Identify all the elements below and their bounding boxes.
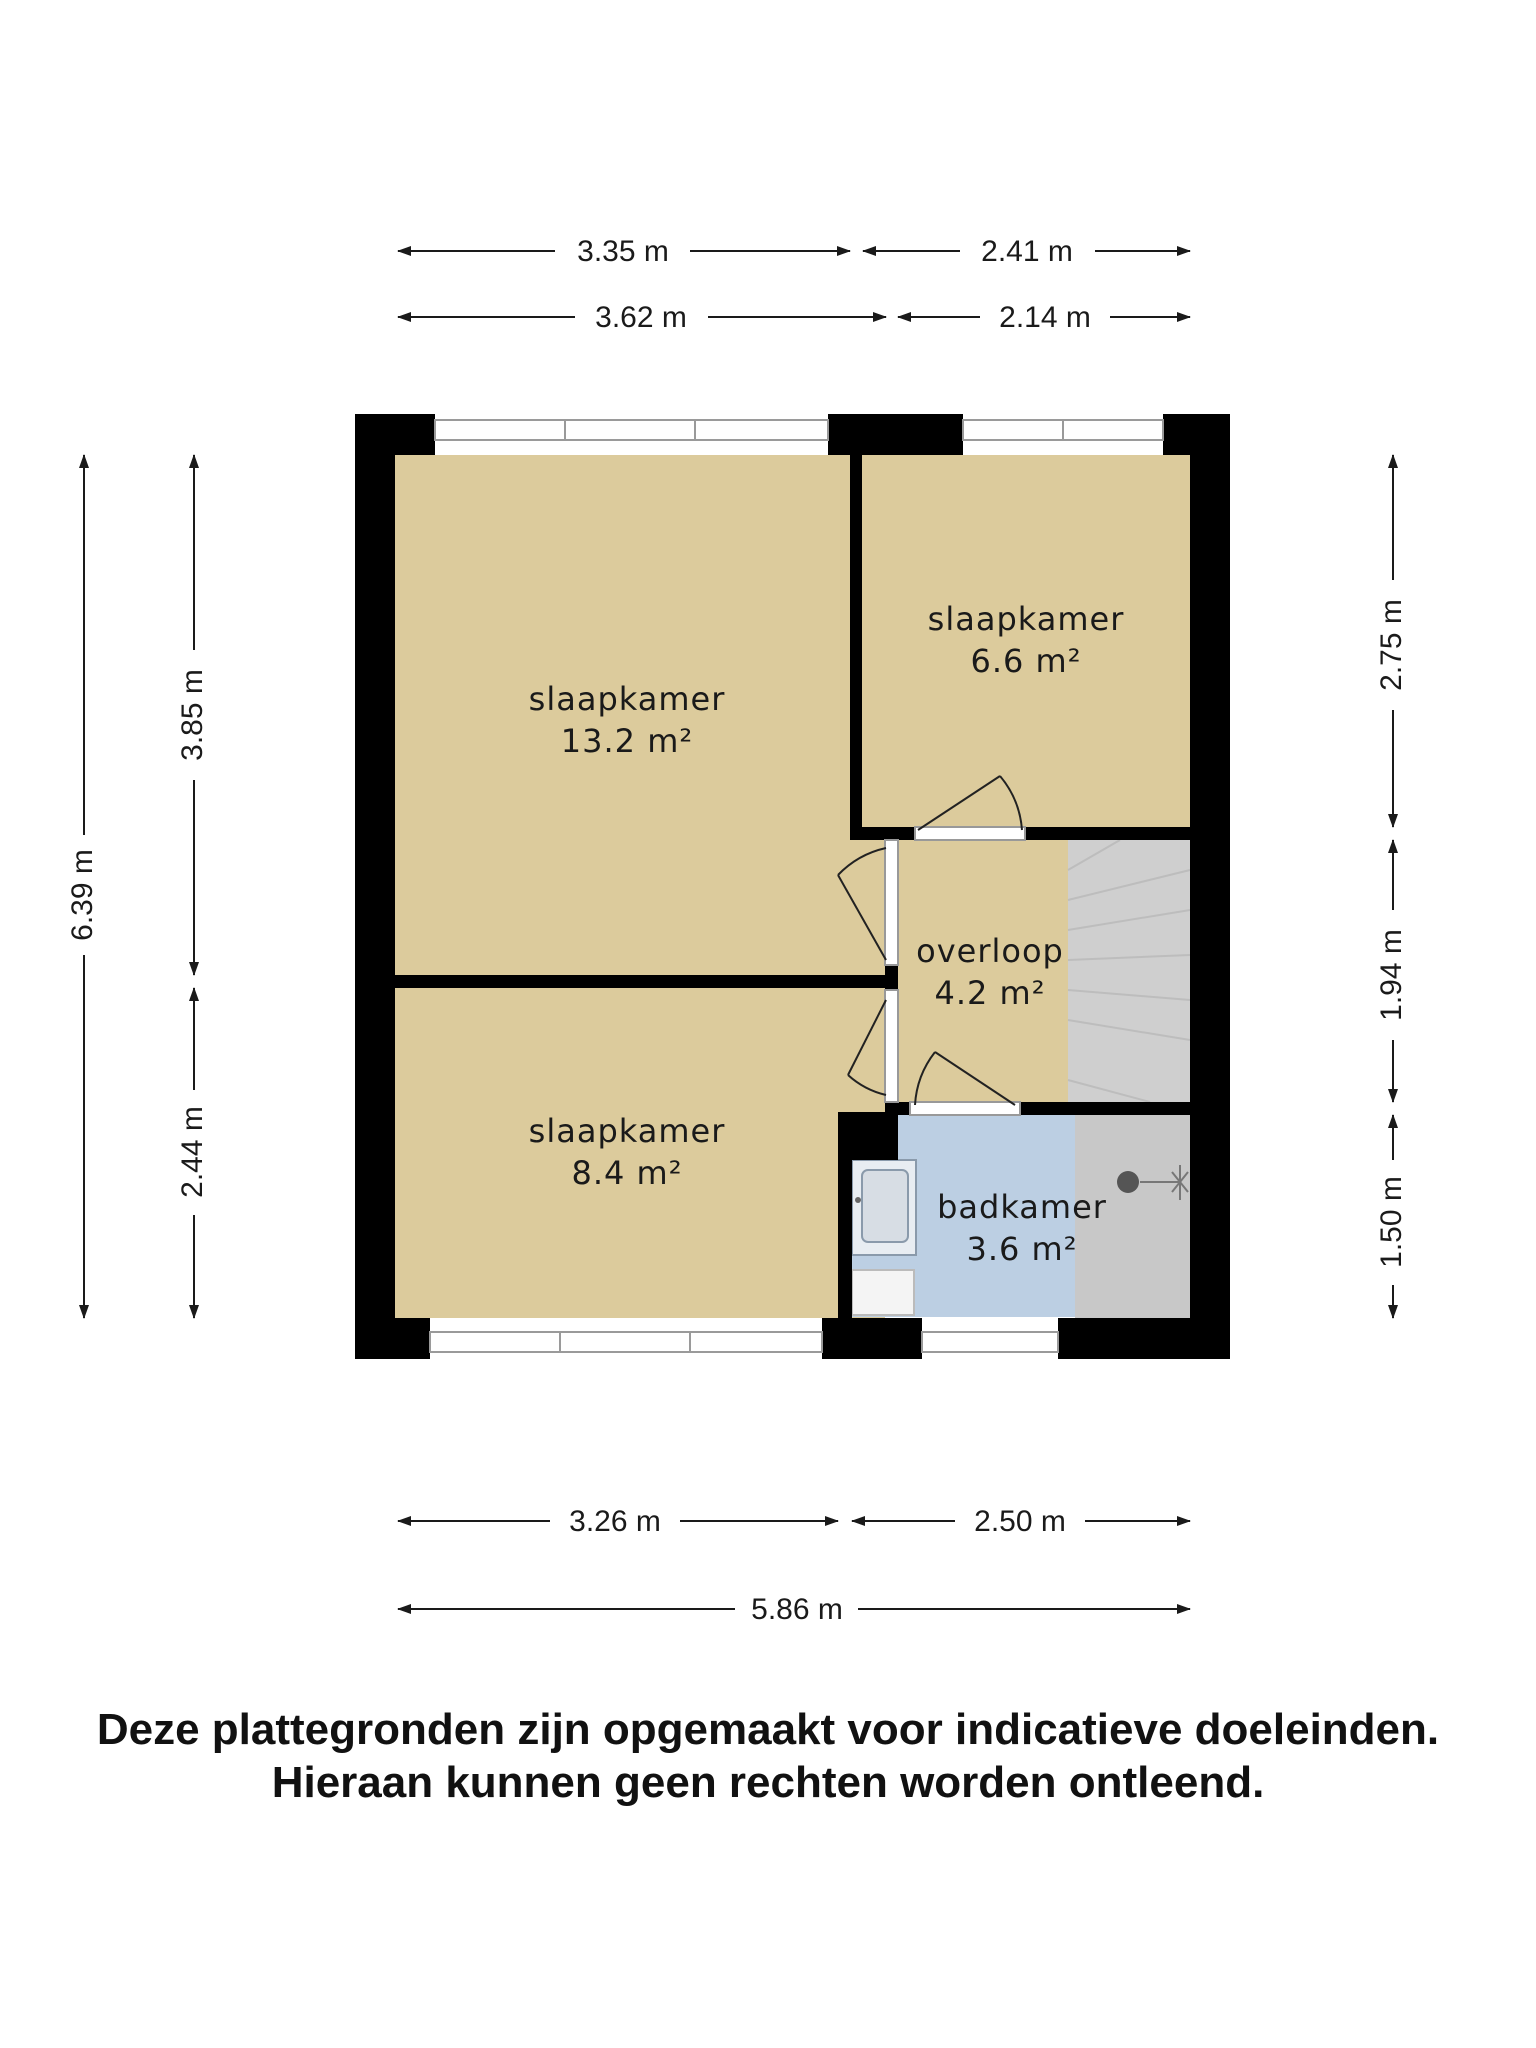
dim-label-right-top: 2.75 m [1374,599,1408,691]
dim-label-right-bottom: 1.50 m [1374,1176,1408,1268]
dim-label-bottom-total: 5.86 m [751,1593,843,1626]
sink [852,1160,916,1255]
room-area-bathroom: 3.6 m² [966,1230,1078,1268]
dim-label-bottom-row1-left: 3.26 m [569,1505,661,1538]
landing-floor [898,840,1068,1102]
staircase [1068,840,1190,1102]
room-label-bedroom-large: slaapkamer [528,680,726,718]
dim-label-right-middle: 1.94 m [1374,929,1408,1021]
dim-label-top-row1-left: 3.35 m [577,235,669,268]
dim-label-top-row2-right: 2.14 m [999,301,1091,334]
room-label-bedroom-bottom: slaapkamer [528,1112,726,1150]
dim-label-bottom-row1-right: 2.50 m [974,1505,1066,1538]
room-area-bedroom-small: 6.6 m² [970,642,1082,680]
room-area-bedroom-bottom: 8.4 m² [571,1154,683,1192]
room-label-bathroom: badkamer [937,1188,1107,1226]
bedroom-bottom-floor [395,988,885,1318]
room-label-bedroom-small: slaapkamer [927,600,1125,638]
disclaimer-line-1: Deze plattegronden zijn opgemaakt voor indicatieve doeleinden. [96,1705,1440,1754]
room-area-bedroom-large: 13.2 m² [560,722,694,760]
dim-label-top-row1-right: 2.41 m [981,235,1073,268]
dim-label-left-outer: 6.39 m [65,849,99,941]
room-area-landing: 4.2 m² [934,974,1046,1012]
bedroom-small-floor [862,455,1190,827]
room-label-landing: overloop [916,932,1064,970]
dim-label-left-inner-top: 3.85 m [175,669,209,761]
disclaimer-line-2: Hieraan kunnen geen rechten worden ontleend. [271,1758,1265,1807]
dim-label-left-inner-bottom: 2.44 m [175,1106,209,1198]
toilet [852,1270,914,1315]
dim-label-top-row2-left: 3.62 m [595,301,687,334]
